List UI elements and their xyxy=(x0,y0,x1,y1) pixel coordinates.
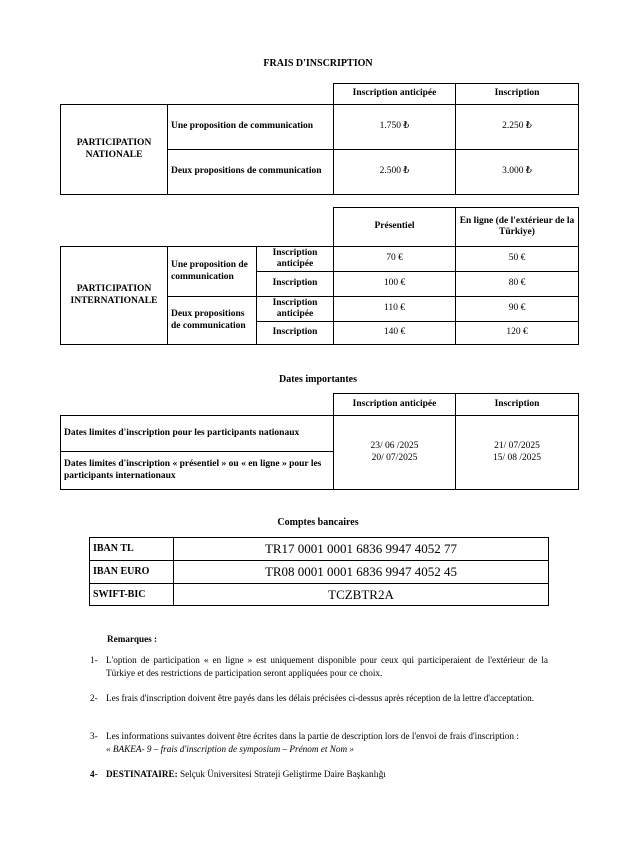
bank-table xyxy=(89,537,549,606)
bank-label-iban-euro: IBAN EURO xyxy=(90,561,174,584)
bank-value-swift: TCZBTR2A xyxy=(174,584,549,606)
fee-onsite: 140 € xyxy=(334,322,456,345)
fee-online: 90 € xyxy=(456,297,579,322)
bank-value-iban-euro: TR08 0001 0001 6836 9947 4052 45 xyxy=(174,561,549,584)
fees-title: FRAIS D'INSCRIPTION xyxy=(263,58,373,69)
fee-onsite: 110 € xyxy=(334,297,456,322)
col-header-regular: Inscription xyxy=(456,394,579,416)
deadline-national-label: Dates limites d'inscription pour les participants nationaux xyxy=(61,416,334,452)
col-header-online: En ligne (de l'extérieur de la Türkiye) xyxy=(456,208,579,247)
col-header-early: Inscription anticipée xyxy=(334,394,456,416)
bank-value-iban-tl: TR17 0001 0001 6836 9947 4052 77 xyxy=(174,538,549,561)
early-deadlines xyxy=(334,416,456,490)
remark-text-body: Les informations suivantes doivent être écrites dans la partie de description lors de l'envoi de frais d'inscription : xyxy=(106,731,519,741)
national-fee-early: 1.750 ₺ xyxy=(334,105,456,150)
recipient-label: DESTINATAIRE: xyxy=(106,769,178,779)
dates-table xyxy=(60,393,579,490)
bank-label-swift: SWIFT-BIC xyxy=(90,584,174,606)
international-two-proposals-label: Deux propositions de communication xyxy=(168,297,257,345)
national-fee-regular: 3.000 ₺ xyxy=(456,150,579,195)
col-header-early: Inscription anticipée xyxy=(334,84,456,105)
col-header-onsite: Présentiel xyxy=(334,208,456,247)
fee-online: 50 € xyxy=(456,247,579,272)
remarks-title: Remarques : xyxy=(107,634,158,644)
early-deadline-international: 20/ 07/2025 xyxy=(371,452,418,463)
remark-text xyxy=(106,768,548,781)
regular-deadline-national: 21/ 07/2025 xyxy=(494,441,540,452)
fee-onsite: 70 € xyxy=(334,247,456,272)
national-fees-table xyxy=(60,83,579,195)
remark-text: Les frais d'inscription doivent être payés dans les délais précisées ci-dessus après réception de la lettre d'acceptation. xyxy=(106,693,535,703)
national-row-label: Deux propositions de communication xyxy=(168,150,334,195)
deadline-international-label: Dates limites d'inscription « présentiel » ou « en ligne » pour les participants internationaux xyxy=(61,452,334,490)
remark-description-format: « BAKEA- 9 – frais d'inscription de symposium – Prénom et Nom » xyxy=(106,744,354,755)
national-row-label: Une proposition de communication xyxy=(168,105,334,150)
recipient-name: Selçuk Üniversitesi Strateji Geliştirme Daire Başkanlığı xyxy=(179,769,386,779)
remark-number: 3- xyxy=(90,731,98,741)
remark-number: 4- xyxy=(90,769,98,779)
national-fee-regular: 2.250 ₺ xyxy=(456,105,579,150)
registration-type: Inscription xyxy=(257,322,334,345)
registration-type: Inscription anticipée xyxy=(257,297,334,322)
regular-deadlines xyxy=(456,416,579,490)
remark-text xyxy=(106,730,548,757)
remark-number: 2- xyxy=(90,693,98,703)
national-fee-early: 2.500 ₺ xyxy=(334,150,456,195)
early-deadline-national: 23/ 06 /2025 xyxy=(370,441,419,452)
fee-online: 120 € xyxy=(456,322,579,345)
regular-deadline-international: 15/ 08 /2025 xyxy=(492,452,542,463)
bank-title: Comptes bancaires xyxy=(277,517,359,528)
remark-text: L'option de participation « en ligne » est uniquement disponible pour ceux qui participeraient de l'extérieur de la Türkiye et des restrictions de participation seront appliquées pour ce choix. xyxy=(106,655,548,679)
international-fees-table xyxy=(60,207,579,345)
fee-online: 80 € xyxy=(456,272,579,297)
international-one-proposal-label: Une proposition de communication xyxy=(168,247,257,297)
registration-type: Inscription anticipée xyxy=(257,247,334,272)
registration-type: Inscription xyxy=(257,272,334,297)
fee-onsite: 100 € xyxy=(334,272,456,297)
bank-label-iban-tl: IBAN TL xyxy=(90,538,174,561)
dates-title: Dates importantes xyxy=(278,374,358,385)
international-group-label: PARTICIPATION INTERNATIONALE xyxy=(61,247,168,345)
col-header-regular: Inscription xyxy=(456,84,579,105)
national-group-label: PARTICIPATION NATIONALE xyxy=(61,105,168,195)
remark-number: 1- xyxy=(90,655,98,665)
